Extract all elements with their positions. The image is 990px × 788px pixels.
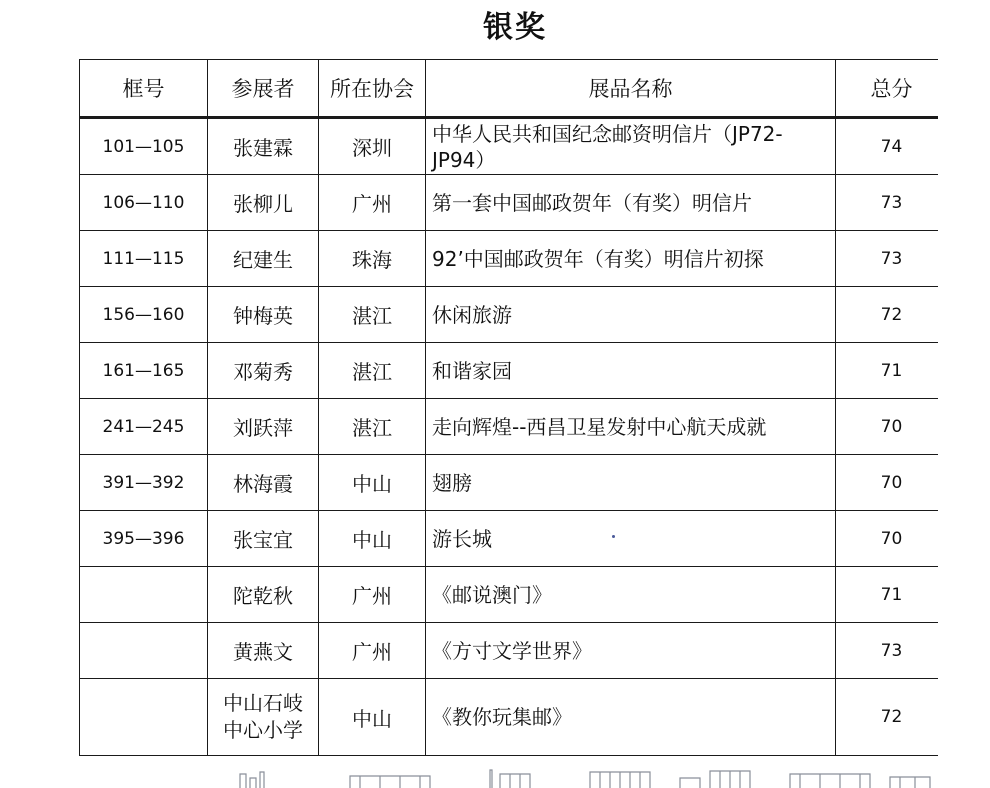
exhibitor-cell: 刘跃萍	[208, 399, 319, 455]
table-row	[80, 511, 948, 567]
exhibitor-cell: 林海霞	[208, 455, 319, 511]
frame-cell	[80, 679, 208, 756]
exhibit-cell: 《教你玩集邮》	[426, 679, 836, 756]
score-cell: 71	[836, 567, 948, 623]
decorative-building-sketch	[230, 768, 950, 788]
header-frame-no: 框号	[80, 60, 208, 118]
exhibitor-cell	[208, 679, 319, 756]
header-exhibit-name: 展品名称	[426, 60, 836, 118]
silver-award-table	[79, 59, 948, 756]
exhibitor-cell: 张宝宜	[208, 511, 319, 567]
score-cell: 74	[836, 118, 948, 175]
exhibit-cell: 中华人民共和国纪念邮资明信片（JP72-JP94）	[426, 118, 836, 175]
frame-cell: 395—396	[80, 511, 208, 567]
association-cell: 中山	[319, 511, 426, 567]
association-cell: 湛江	[319, 287, 426, 343]
exhibitor-name-line: 中山石岐	[223, 691, 303, 715]
score-cell: 70	[836, 455, 948, 511]
score-cell: 73	[836, 231, 948, 287]
exhibit-cell: 游长城	[426, 511, 836, 567]
frame-cell	[80, 567, 208, 623]
score-cell: 73	[836, 175, 948, 231]
exhibitor-cell: 张柳儿	[208, 175, 319, 231]
frame-cell: 161—165	[80, 343, 208, 399]
header-total-score: 总分	[836, 60, 948, 118]
exhibit-cell: 翅膀	[426, 455, 836, 511]
score-cell: 73	[836, 623, 948, 679]
table-row	[80, 287, 948, 343]
table-row	[80, 679, 948, 756]
exhibitor-name-line: 中心小学	[223, 718, 303, 742]
frame-cell	[80, 623, 208, 679]
table-row	[80, 399, 948, 455]
exhibit-cell: 和谐家园	[426, 343, 836, 399]
score-cell: 71	[836, 343, 948, 399]
table-row	[80, 455, 948, 511]
score-cell: 72	[836, 287, 948, 343]
table-row	[80, 231, 948, 287]
exhibit-cell: 《邮说澳门》	[426, 567, 836, 623]
table-row	[80, 118, 948, 175]
exhibitor-cell: 黄燕文	[208, 623, 319, 679]
association-cell: 湛江	[319, 343, 426, 399]
header-exhibitor: 参展者	[208, 60, 319, 118]
frame-cell: 101—105	[80, 118, 208, 175]
frame-cell: 241—245	[80, 399, 208, 455]
exhibitor-cell: 陀乾秋	[208, 567, 319, 623]
exhibit-cell: 休闲旅游	[426, 287, 836, 343]
scan-speck	[612, 535, 615, 538]
header-association: 所在协会	[319, 60, 426, 118]
association-cell: 中山	[319, 679, 426, 756]
exhibit-cell: 走向辉煌--西昌卫星发射中心航天成就	[426, 399, 836, 455]
table-row	[80, 175, 948, 231]
table-row	[80, 623, 948, 679]
association-cell: 广州	[319, 623, 426, 679]
score-cell: 70	[836, 511, 948, 567]
exhibit-cell: 第一套中国邮政贺年（有奖）明信片	[426, 175, 836, 231]
frame-cell: 156—160	[80, 287, 208, 343]
association-cell: 湛江	[319, 399, 426, 455]
table-header-row	[80, 60, 948, 118]
frame-cell: 391—392	[80, 455, 208, 511]
score-cell: 70	[836, 399, 948, 455]
frame-cell: 111—115	[80, 231, 208, 287]
exhibit-cell: 《方寸文学世界》	[426, 623, 836, 679]
scan-edge	[938, 0, 990, 788]
frame-cell: 106—110	[80, 175, 208, 231]
association-cell: 中山	[319, 455, 426, 511]
association-cell: 深圳	[319, 118, 426, 175]
association-cell: 广州	[319, 567, 426, 623]
table-row	[80, 567, 948, 623]
page-title: 银奖	[483, 10, 547, 45]
exhibitor-cell: 邓菊秀	[208, 343, 319, 399]
score-cell: 72	[836, 679, 948, 756]
exhibit-cell: 92’中国邮政贺年（有奖）明信片初探	[426, 231, 836, 287]
exhibitor-cell: 钟梅英	[208, 287, 319, 343]
association-cell: 珠海	[319, 231, 426, 287]
exhibitor-cell: 张建霖	[208, 118, 319, 175]
table-row	[80, 343, 948, 399]
association-cell: 广州	[319, 175, 426, 231]
exhibitor-cell: 纪建生	[208, 231, 319, 287]
